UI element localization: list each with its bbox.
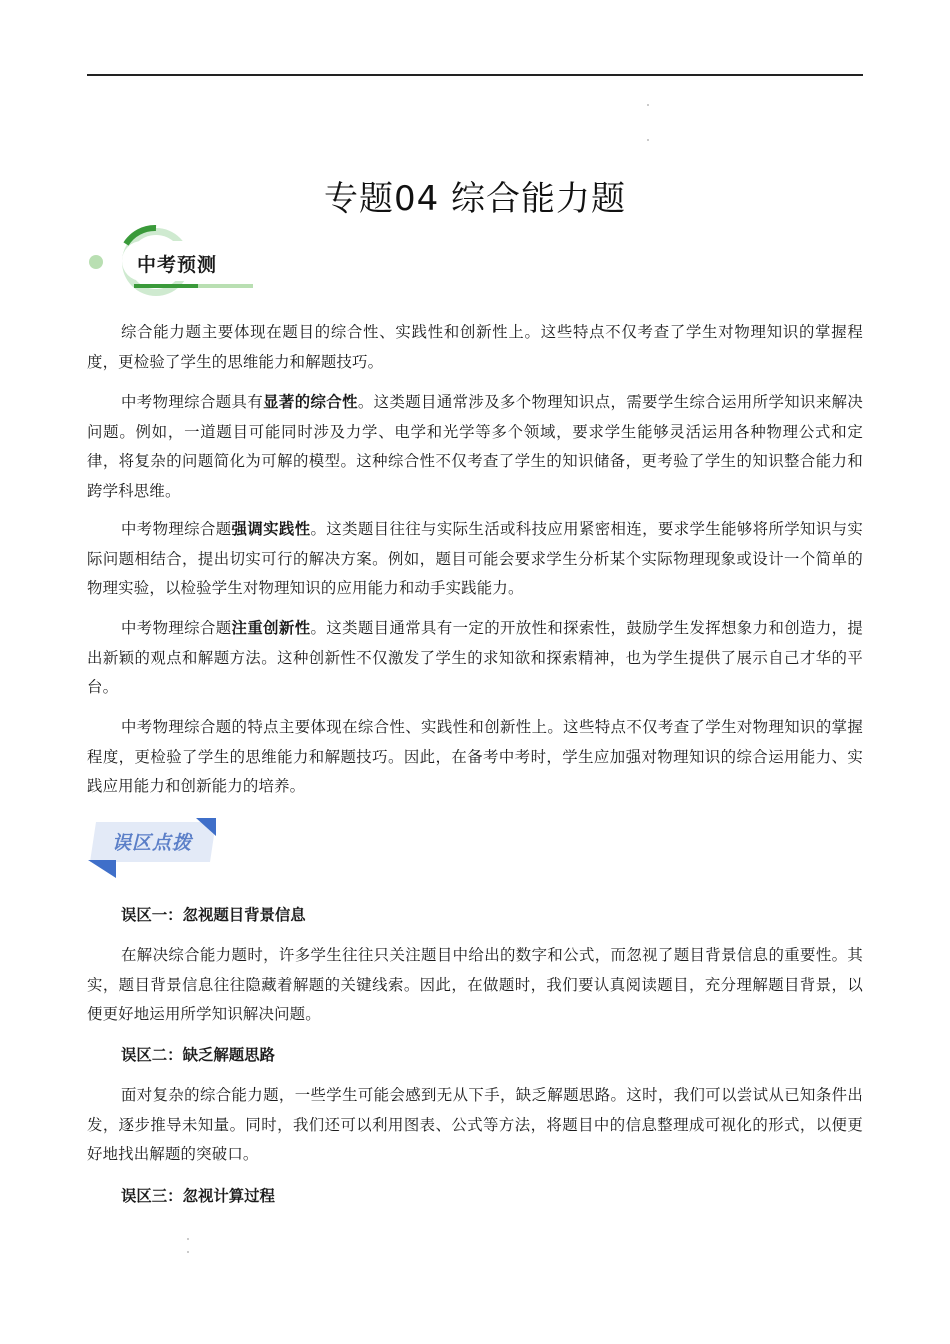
section-badge-mistakes: 误区点拨 bbox=[112, 832, 193, 854]
paragraph: 中考物理综合题强调实践性。这类题目往往与实际生活或科技应用紧密相连，要求学生能够将所学知识与实际问题相结合，提出切实可行的解决方案。例如，题目可能会要求学生分析某个实际物理现象或设计一个简单的物理实验，以检验学生对物理知识的应用能力和动手实践能力。 bbox=[87, 520, 863, 598]
mistake-heading: 误区三：忽视计算过程 bbox=[121, 1187, 275, 1205]
paragraph: 面对复杂的综合能力题，一些学生可能会感到无从下手，缺乏解题思路。这时，我们可以尝试从已知条件出发，逐步推导未知量。同时，我们还可以利用图表、公式等方法，将题目中的信息整理成可视化的形式，以便更好地找出解题的突破口。 bbox=[87, 1086, 863, 1164]
mistake-heading: 误区二：缺乏解题思路 bbox=[121, 1046, 275, 1064]
speck bbox=[187, 1238, 189, 1240]
emphasis: 强调实践性 bbox=[231, 520, 311, 538]
speck bbox=[187, 1251, 189, 1253]
emphasis: 显著的综合性 bbox=[263, 393, 358, 411]
mistake-heading: 误区一：忽视题目背景信息 bbox=[121, 906, 306, 924]
paragraph: 中考物理综合题具有显著的综合性。这类题目通常涉及多个物理知识点，需要学生综合运用所学知识来解决问题。例如，一道题目可能同时涉及力学、电学和光学等多个领域，要求学生能够灵活运用各种物理公式和定律，将复杂的问题简化为可解的模型。这种综合性不仅考查了学生的知识储备，更考验了学生的知识整合能力和跨学科思维。 bbox=[87, 393, 863, 500]
speck bbox=[647, 139, 649, 141]
paragraph: 在解决综合能力题时，许多学生往往只关注题目中给出的数字和公式，而忽视了题目背景信息的重要性。其实，题目背景信息往往隐藏着解题的关键线索。因此，在做题时，我们要认真阅读题目，充分理解题目背景，以便更好地运用所学知识解决问题。 bbox=[87, 946, 863, 1024]
page-title: 专题04 综合能力题 bbox=[323, 178, 627, 219]
paragraph: 综合能力题主要体现在题目的综合性、实践性和创新性上。这些特点不仅考查了学生对物理知识的掌握程度，更检验了学生的思维能力和解题技巧。 bbox=[87, 323, 863, 371]
header-rule bbox=[87, 74, 863, 76]
section-badge-forecast: 中考预测 bbox=[137, 254, 218, 276]
speck bbox=[647, 104, 649, 106]
paragraph: 中考物理综合题的特点主要体现在综合性、实践性和创新性上。这些特点不仅考查了学生对物理知识的掌握程度，更检验了学生的思维能力和解题技巧。因此，在备考中考时，学生应加强对物理知识的综合运用能力、实践应用能力和创新能力的培养。 bbox=[87, 718, 863, 796]
paragraph: 中考物理综合题注重创新性。这类题目通常具有一定的开放性和探索性，鼓励学生发挥想象力和创造力，提出新颖的观点和解题方法。这种创新性不仅激发了学生的求知欲和探索精神，也为学生提供了展示自己才华的平台。 bbox=[87, 619, 863, 697]
emphasis: 注重创新性 bbox=[231, 619, 311, 637]
